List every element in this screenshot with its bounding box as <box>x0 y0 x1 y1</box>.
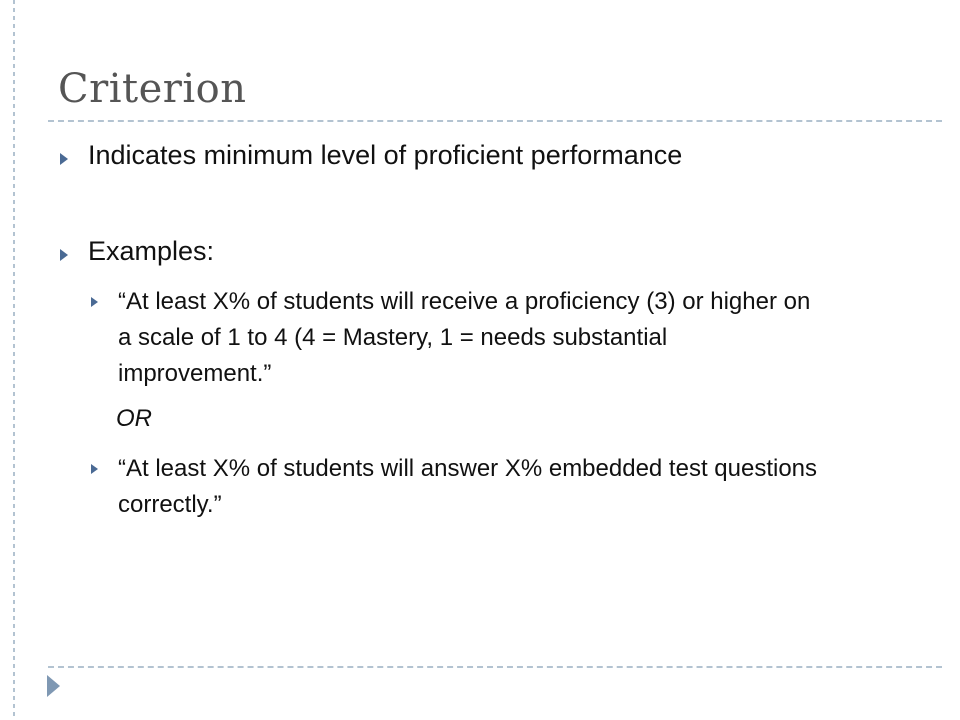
play-arrow-icon <box>47 675 60 697</box>
bullet-triangle-icon <box>60 153 68 165</box>
sub-bullet-triangle-icon <box>91 464 98 474</box>
left-dashed-border <box>13 0 15 720</box>
sub-bullet-item: “At least X% of students will receive a proficiency (3) or higher on a scale of 1 to 4 (4 = Mastery, 1 = needs substantial improvement.” <box>118 288 811 387</box>
title-divider <box>48 120 942 122</box>
bullet-item: Examples: <box>88 236 215 266</box>
sub-bullet-item: “At least X% of students will answer X% embedded test questions correctly.” <box>118 455 818 518</box>
sub-bullet-triangle-icon <box>91 297 98 307</box>
slide-title: Criterion <box>58 66 247 112</box>
separator-or: OR <box>116 405 152 432</box>
bullet-item: Indicates minimum level of proficient performance <box>88 140 683 170</box>
bullet-triangle-icon <box>60 249 68 261</box>
footer-divider <box>48 666 942 668</box>
